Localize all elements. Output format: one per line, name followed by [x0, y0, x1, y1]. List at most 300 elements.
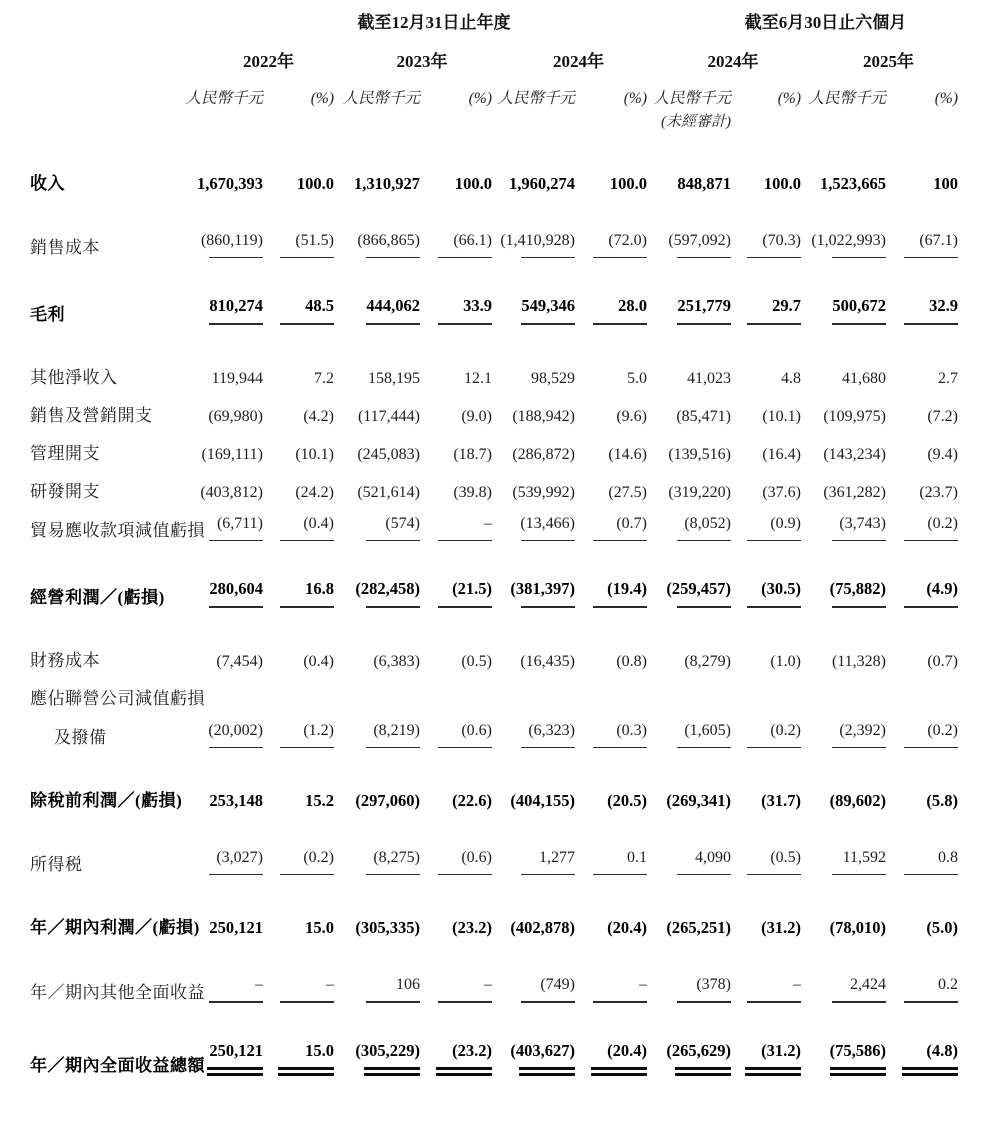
row-label: 及撥備	[54, 727, 107, 747]
cell-value	[420, 709, 492, 748]
cell-value	[263, 464, 334, 502]
cell-value	[575, 131, 647, 194]
cell-text: (8,279)	[684, 652, 731, 670]
cell-value	[334, 502, 420, 541]
cell-value	[886, 541, 958, 607]
cell-value	[731, 875, 801, 938]
cell-text: (0.4)	[303, 514, 334, 532]
cell-text: (2,392)	[839, 721, 886, 739]
cell-value	[731, 131, 801, 194]
cell-value	[263, 748, 334, 811]
row-label: 銷售及營銷開支	[30, 405, 153, 425]
cell-text: (39.8)	[453, 483, 492, 501]
cell-text: (11,328)	[831, 652, 886, 670]
cell-value	[420, 811, 492, 875]
cell-value	[185, 325, 263, 388]
cell-value	[801, 875, 886, 938]
underline-rule	[364, 1067, 420, 1076]
cell-text: (305,335)	[355, 918, 420, 938]
cell-text: (1.0)	[770, 652, 801, 670]
cell-value	[731, 748, 801, 811]
cell-text: (265,629)	[666, 1040, 731, 1060]
cell-value	[185, 388, 263, 426]
cell-value	[420, 258, 492, 324]
cell-text: (67.1)	[919, 232, 958, 249]
cell-text: (31.2)	[761, 1040, 801, 1060]
cell-value	[334, 194, 420, 258]
cell-text: 33.9	[463, 296, 492, 316]
cell-value	[492, 464, 575, 502]
cell-value	[263, 194, 334, 258]
cell-value	[263, 131, 334, 194]
cell-text: 250,121	[209, 1040, 263, 1060]
table-row	[30, 811, 958, 875]
cell-text: 100.0	[609, 174, 647, 193]
table-row	[30, 709, 958, 748]
cell-text: –	[326, 976, 334, 994]
cell-value	[263, 258, 334, 324]
cell-value	[492, 541, 575, 607]
cell-value	[647, 325, 731, 388]
underline-rule	[902, 1067, 958, 1076]
cell-value	[185, 709, 263, 748]
cell-value	[492, 938, 575, 1002]
cell-value	[731, 541, 801, 607]
cell-value	[334, 325, 420, 388]
cell-text: (8,219)	[373, 721, 420, 739]
cell-value	[420, 748, 492, 811]
cell-text: (0.2)	[927, 514, 958, 532]
cell-text: (20,002)	[208, 721, 263, 739]
cell-value	[801, 502, 886, 541]
underline-rule	[675, 1067, 731, 1076]
cell-text: 119,944	[211, 369, 263, 387]
cell-text: (319,220)	[668, 483, 731, 501]
empty-cell	[263, 671, 334, 709]
cell-text: (6,323)	[528, 721, 575, 739]
cell-value	[263, 709, 334, 748]
period-group-interim-title: 截至6月30日止六個月	[744, 13, 907, 32]
cell-value	[647, 464, 731, 502]
cell-value	[334, 388, 420, 426]
cell-value	[334, 541, 420, 607]
cell-value	[575, 388, 647, 426]
cell-text: –	[484, 976, 492, 994]
cell-text: (0.2)	[927, 721, 958, 739]
cell-text: 4,090	[695, 848, 731, 866]
cell-value	[575, 875, 647, 938]
row-label: 毛利	[30, 304, 65, 324]
cell-value	[731, 258, 801, 324]
cell-value	[731, 194, 801, 258]
cell-value	[886, 748, 958, 811]
cell-text: (89,602)	[829, 790, 886, 810]
cell-text: (3,743)	[839, 514, 886, 532]
cell-text: (24.2)	[295, 483, 334, 501]
cell-value	[185, 464, 263, 502]
cell-value	[801, 608, 886, 671]
cell-text: (16,435)	[520, 652, 575, 670]
cell-text: 0.1	[627, 848, 647, 866]
table-row	[30, 938, 958, 1002]
cell-text: (361,282)	[823, 483, 886, 501]
cell-value	[263, 541, 334, 607]
cell-value	[886, 938, 958, 1002]
cell-text: 7.2	[314, 369, 334, 387]
cell-value	[801, 388, 886, 426]
cell-text: (72.0)	[608, 232, 647, 249]
cell-value	[263, 938, 334, 1002]
cell-text: 250,121	[209, 918, 263, 938]
cell-text: (109,975)	[823, 407, 886, 425]
cell-value	[575, 258, 647, 324]
row-label: 所得税	[30, 855, 83, 875]
cell-text: 1,277	[539, 848, 575, 866]
cell-value	[886, 325, 958, 388]
cell-text: (22.6)	[452, 790, 492, 810]
pct-header: (%)	[623, 90, 647, 107]
cell-value	[801, 258, 886, 324]
cell-value	[492, 875, 575, 938]
year-header-2024-interim: 2024年	[707, 52, 759, 71]
cell-text: –	[639, 976, 647, 994]
cell-text: (6,711)	[216, 514, 263, 532]
cell-value	[263, 388, 334, 426]
cell-text: (69,980)	[208, 407, 263, 425]
unit-header: 人民幣千元	[497, 90, 575, 107]
cell-value	[420, 194, 492, 258]
cell-value	[801, 131, 886, 194]
cell-value	[420, 325, 492, 388]
cell-value	[801, 709, 886, 748]
cell-text: (0.7)	[616, 514, 647, 532]
cell-value	[575, 608, 647, 671]
cell-value	[647, 748, 731, 811]
cell-value	[731, 325, 801, 388]
cell-text: 98,529	[531, 369, 575, 387]
cell-text: 848,871	[677, 174, 731, 193]
cell-text: (31.7)	[761, 790, 801, 810]
cell-value	[575, 938, 647, 1002]
cell-text: (0.2)	[303, 848, 334, 866]
cell-value	[886, 258, 958, 324]
cell-value	[886, 875, 958, 938]
cell-text: (404,155)	[510, 790, 575, 810]
cell-value	[886, 811, 958, 875]
table-row	[30, 194, 958, 258]
cell-text: 2.7	[938, 369, 958, 387]
cell-value	[886, 426, 958, 464]
cell-value	[647, 388, 731, 426]
cell-value	[731, 426, 801, 464]
cell-value	[647, 608, 731, 671]
header-spacer	[30, 39, 185, 78]
empty-cell	[886, 671, 958, 709]
cell-text: (4.9)	[926, 579, 958, 599]
cell-text: (13,466)	[520, 514, 575, 532]
row-label: 管理開支	[30, 443, 100, 463]
cell-value	[492, 131, 575, 194]
cell-text: –	[255, 976, 263, 994]
row-label: 年／期內全面收益總額	[30, 1055, 205, 1075]
cell-text: (16.4)	[762, 445, 801, 463]
cell-value	[575, 541, 647, 607]
cell-value	[334, 748, 420, 811]
cell-value	[492, 811, 575, 875]
cell-text: (143,234)	[823, 445, 886, 463]
cell-text: 12.1	[464, 369, 492, 387]
cell-text: (749)	[540, 976, 575, 994]
cell-value	[185, 258, 263, 324]
cell-value	[801, 938, 886, 1002]
cell-text: (5.8)	[926, 790, 958, 810]
header-spacer	[30, 108, 647, 131]
cell-text: 1,670,393	[197, 174, 263, 193]
cell-text: –	[793, 976, 801, 994]
year-header-2025-interim: 2025年	[863, 52, 914, 71]
cell-value	[801, 426, 886, 464]
cell-text: 158,195	[368, 369, 420, 387]
table-row	[30, 1003, 958, 1076]
row-label: 年／期內其他全面收益	[30, 982, 205, 1002]
year-header-2023: 2023年	[396, 52, 448, 71]
cell-text: 15.0	[305, 918, 334, 938]
cell-value	[492, 748, 575, 811]
cell-text: 4.8	[781, 369, 801, 387]
empty-cell	[801, 671, 886, 709]
cell-text: (8,052)	[684, 514, 731, 532]
unit-header: 人民幣千元	[342, 90, 420, 107]
cell-value	[185, 194, 263, 258]
cell-value	[575, 464, 647, 502]
cell-text: 549,346	[521, 296, 575, 316]
cell-value	[647, 938, 731, 1002]
cell-text: (286,872)	[512, 445, 575, 463]
cell-text: 5.0	[627, 369, 647, 387]
cell-value	[420, 131, 492, 194]
row-label: 除稅前利潤／(虧損)	[30, 790, 183, 810]
cell-value	[420, 938, 492, 1002]
cell-value	[334, 709, 420, 748]
cell-value	[731, 464, 801, 502]
cell-text: 41,680	[842, 369, 886, 387]
cell-text: (1,022,993)	[811, 232, 886, 249]
cell-value	[492, 388, 575, 426]
cell-value	[185, 748, 263, 811]
empty-cell	[492, 671, 575, 709]
cell-text: (75,586)	[829, 1040, 886, 1060]
cell-text: (3,027)	[216, 848, 263, 866]
cell-text: 32.9	[929, 296, 958, 316]
year-header-2022: 2022年	[243, 52, 294, 71]
cell-text: (1,605)	[684, 721, 731, 739]
cell-text: (23.2)	[452, 1040, 492, 1060]
cell-text: 280,604	[209, 579, 263, 599]
cell-text: (31.2)	[761, 918, 801, 938]
cell-value	[263, 325, 334, 388]
cell-value	[263, 502, 334, 541]
cell-text: (381,397)	[510, 579, 575, 599]
cell-text: –	[484, 514, 492, 532]
row-label: 應佔聯營公司減值虧損	[30, 688, 205, 708]
cell-text: (378)	[696, 976, 731, 994]
table-header	[30, 8, 958, 131]
empty-cell	[647, 671, 731, 709]
cell-text: (0.5)	[461, 652, 492, 670]
cell-value	[801, 194, 886, 258]
row-label: 其他淨收入	[30, 367, 118, 387]
cell-text: (860,119)	[200, 232, 263, 249]
cell-text: 100.0	[296, 174, 334, 193]
cell-value	[647, 541, 731, 607]
cell-value	[647, 502, 731, 541]
cell-value	[731, 1003, 801, 1076]
row-label: 貿易應收款項減值虧損	[30, 521, 205, 541]
cell-value	[420, 426, 492, 464]
cell-text: (265,251)	[666, 918, 731, 938]
cell-text: 444,062	[366, 296, 420, 316]
period-group-row	[30, 8, 958, 39]
cell-text: (78,010)	[829, 918, 886, 938]
cell-text: 16.8	[305, 579, 334, 599]
cell-value	[185, 541, 263, 607]
cell-text: (10.1)	[762, 407, 801, 425]
cell-value	[575, 502, 647, 541]
table-row	[30, 325, 958, 388]
table-row	[30, 541, 958, 607]
cell-text: (70.3)	[762, 232, 801, 249]
header-spacer	[731, 108, 958, 131]
row-label: 年／期內利潤／(虧損)	[30, 918, 200, 938]
cell-text: (30.5)	[761, 579, 801, 599]
cell-text: (85,471)	[676, 407, 731, 425]
row-label: 研發開支	[30, 481, 100, 501]
cell-value	[492, 194, 575, 258]
cell-value	[492, 325, 575, 388]
unit-header: 人民幣千元	[185, 90, 263, 107]
cell-value	[647, 194, 731, 258]
cell-text: (305,229)	[355, 1040, 420, 1060]
table-row	[30, 502, 958, 541]
cell-value	[886, 502, 958, 541]
cell-value	[731, 709, 801, 748]
cell-value	[647, 131, 731, 194]
cell-value	[575, 194, 647, 258]
cell-text: (51.5)	[295, 232, 334, 249]
underline-rule	[278, 1067, 334, 1076]
table-row	[30, 388, 958, 426]
cell-value	[185, 811, 263, 875]
row-label: 收入	[30, 174, 65, 193]
cell-text: (7,454)	[216, 652, 263, 670]
cell-text: 100.0	[763, 174, 801, 193]
cell-text: (1,410,928)	[500, 232, 575, 249]
cell-text: (259,457)	[666, 579, 731, 599]
cell-text: 11,592	[842, 848, 886, 866]
cell-text: 1,310,927	[354, 174, 420, 193]
cell-value	[575, 811, 647, 875]
table-row	[30, 464, 958, 502]
cell-value	[420, 388, 492, 426]
cell-value	[886, 194, 958, 258]
table-body	[30, 131, 958, 1076]
underline-rule	[830, 1067, 886, 1076]
cell-value	[420, 502, 492, 541]
underline-rule	[436, 1067, 492, 1076]
period-group-annual-title: 截至12月31日止年度	[357, 13, 511, 32]
cell-value	[801, 541, 886, 607]
cell-text: (4.2)	[303, 407, 334, 425]
cell-text: 253,148	[209, 790, 263, 810]
cell-text: (0.4)	[303, 652, 334, 670]
cell-value	[801, 748, 886, 811]
cell-value	[886, 388, 958, 426]
cell-text: (7.2)	[927, 407, 958, 425]
cell-text: (20.4)	[607, 1040, 647, 1060]
cell-value	[801, 1003, 886, 1076]
cell-text: (402,878)	[510, 918, 575, 938]
cell-text: 251,779	[677, 296, 731, 316]
cell-text: (269,341)	[666, 790, 731, 810]
cell-value	[492, 709, 575, 748]
cell-text: (188,942)	[512, 407, 575, 425]
cell-value	[647, 811, 731, 875]
cell-text: 1,960,274	[509, 174, 575, 193]
cell-text: (0.9)	[770, 514, 801, 532]
cell-text: (75,882)	[829, 579, 886, 599]
cell-text: 15.2	[305, 790, 334, 810]
cell-value	[647, 258, 731, 324]
cell-text: (37.6)	[762, 483, 801, 501]
cell-value	[263, 426, 334, 464]
cell-value	[492, 502, 575, 541]
cell-value	[886, 608, 958, 671]
cell-value	[492, 426, 575, 464]
cell-value	[334, 608, 420, 671]
cell-text: (19.4)	[607, 579, 647, 599]
underline-rule	[207, 1067, 263, 1076]
cell-value	[334, 938, 420, 1002]
table-row	[30, 258, 958, 324]
cell-value	[334, 1003, 420, 1076]
cell-value	[420, 608, 492, 671]
year-header-row	[30, 39, 958, 78]
unaudited-note: (未經審計)	[661, 114, 731, 130]
cell-text: 15.0	[305, 1040, 334, 1060]
cell-value	[185, 608, 263, 671]
pct-header: (%)	[934, 90, 958, 107]
underline-rule	[591, 1067, 647, 1076]
cell-value	[420, 875, 492, 938]
cell-value	[492, 258, 575, 324]
cell-value	[492, 608, 575, 671]
unit-header: 人民幣千元	[808, 90, 886, 107]
cell-value	[886, 1003, 958, 1076]
cell-text: (4.8)	[926, 1040, 958, 1060]
cell-value	[801, 325, 886, 388]
cell-text: (9.6)	[616, 407, 647, 425]
unaudited-row	[30, 108, 958, 131]
cell-text: (20.5)	[607, 790, 647, 810]
underline-rule	[745, 1067, 801, 1076]
cell-value	[420, 541, 492, 607]
cell-value	[492, 1003, 575, 1076]
cell-text: (0.3)	[616, 721, 647, 739]
cell-text: (9.4)	[927, 445, 958, 463]
cell-text: (297,060)	[355, 790, 420, 810]
cell-text: (597,092)	[668, 232, 731, 249]
cell-value	[886, 464, 958, 502]
